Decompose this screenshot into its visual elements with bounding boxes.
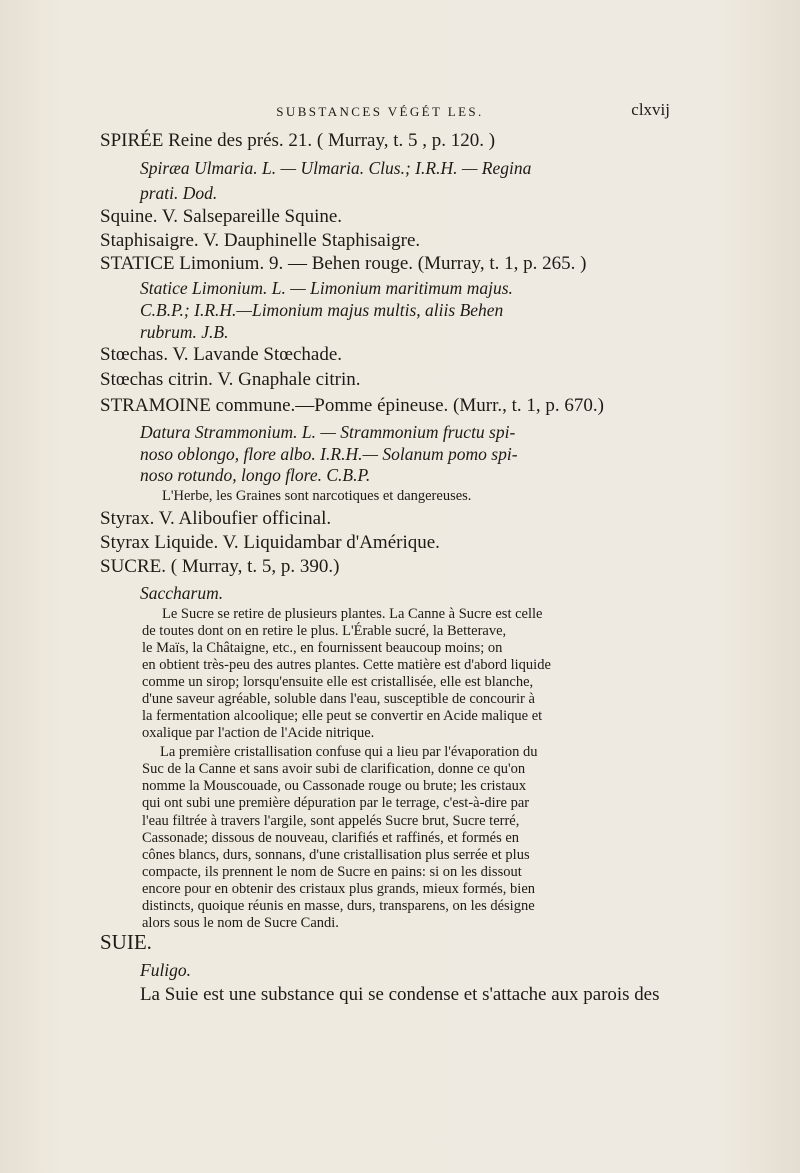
text-line: Styrax Liquide. V. Liquidambar d'Amérique. [100, 532, 440, 553]
running-title: SUBSTANCES VÉGÉT LES. [276, 104, 484, 119]
text-line: Statice Limonium. L. — Limonium maritimum majus. [140, 278, 513, 298]
text-line: en obtient très-peu des autres plantes. Cette matière est d'abord liquide [142, 657, 551, 673]
text-line: Styrax. V. Aliboufier officinal. [100, 508, 332, 529]
text-line: oxalique par l'action de l'Acide nitrique. [142, 725, 375, 741]
text-line: SPIRÉE Reine des prés. 21. ( Murray, t. 5 , p. 120. ) [100, 130, 496, 151]
text-line: Stœchas. V. Lavande Stœchade. [100, 344, 343, 365]
text-line: STATICE Limonium. 9. — Behen rouge. (Murray, t. 1, p. 265. ) [100, 253, 587, 274]
text-line: Cassonade; dissous de nouveau, clarifiés et raffinés, et formés en [142, 830, 520, 846]
text-line: de toutes dont on en retire le plus. L'Érable sucré, la Betterave, [142, 623, 507, 639]
text-line: noso rotundo, longo flore. C.B.P. [140, 465, 371, 485]
text-line: distincts, quoique réunis en masse, durs, transparens, on les désigne [142, 898, 535, 914]
text-line: STRAMOINE commune.—Pomme épineuse. (Murr., t. 1, p. 670.) [100, 395, 604, 416]
text-line: qui ont subi une première dépuration par le terrage, c'est-à-dire par [142, 795, 530, 811]
text-line: noso oblongo, flore albo. I.R.H.— Solanum pomo spi- [140, 444, 518, 464]
text-line: d'une saveur agréable, soluble dans l'eau, susceptible de concourir à [142, 691, 535, 707]
text-line: nomme la Mouscouade, ou Cassonade rouge ou brute; les cristaux [142, 778, 527, 794]
text-line: Datura Strammonium. L. — Strammonium fructu spi- [140, 422, 516, 442]
text-line: La première cristallisation confuse qui a lieu par l'évaporation du [160, 744, 538, 760]
text-line: Fuligo. [140, 960, 192, 980]
text-line: Stœchas citrin. V. Gnaphale citrin. [100, 369, 361, 390]
text-line: La Suie est une substance qui se condense et s'attache aux parois des [140, 984, 660, 1005]
text-line: Squine. V. Salsepareille Squine. [100, 206, 343, 227]
text-line: rubrum. J.B. [140, 322, 229, 342]
text-line: le Maïs, la Châtaigne, etc., en fournissent beaucoup moins; on [142, 640, 503, 656]
text-line: Saccharum. [140, 583, 224, 603]
text-line: encore pour en obtenir des cristaux plus grands, mieux formés, bien [142, 881, 536, 897]
text-line: la fermentation alcoolique; elle peut se convertir en Acide malique et [142, 708, 543, 724]
text-line: comme un sirop; lorsqu'ensuite elle est cristallisée, elle est blanche, [142, 674, 534, 690]
text-line: Spiræa Ulmaria. L. — Ulmaria. Clus.; I.R.H. — Regina [140, 158, 532, 178]
text-line: Le Sucre se retire de plusieurs plantes. La Canne à Sucre est celle [162, 606, 543, 622]
text-line: Staphisaigre. V. Dauphinelle Staphisaigre. [100, 230, 421, 251]
page-folio: clxvij [631, 100, 670, 119]
text-line: C.B.P.; I.R.H.—Limonium majus multis, aliis Behen [140, 300, 504, 320]
text-line: SUCRE. ( Murray, t. 5, p. 390.) [100, 556, 340, 577]
text-line: L'Herbe, les Graines sont narcotiques et dangereuses. [162, 488, 472, 504]
text-line: prati. Dod. [140, 183, 218, 203]
text-line: SUIE. [100, 930, 152, 954]
text-line: cônes blancs, durs, sonnans, d'une cristallisation plus serrée et plus [142, 847, 530, 863]
text-line: l'eau filtrée à travers l'argile, sont appelés Sucre brut, Sucre terré, [142, 813, 520, 829]
text-line: compacte, ils prennent le nom de Sucre en pains: si on les dissout [142, 864, 522, 880]
text-line: Suc de la Canne et sans avoir subi de clarification, donne ce qu'on [142, 761, 526, 777]
text-line: alors sous le nom de Sucre Candi. [142, 915, 339, 931]
